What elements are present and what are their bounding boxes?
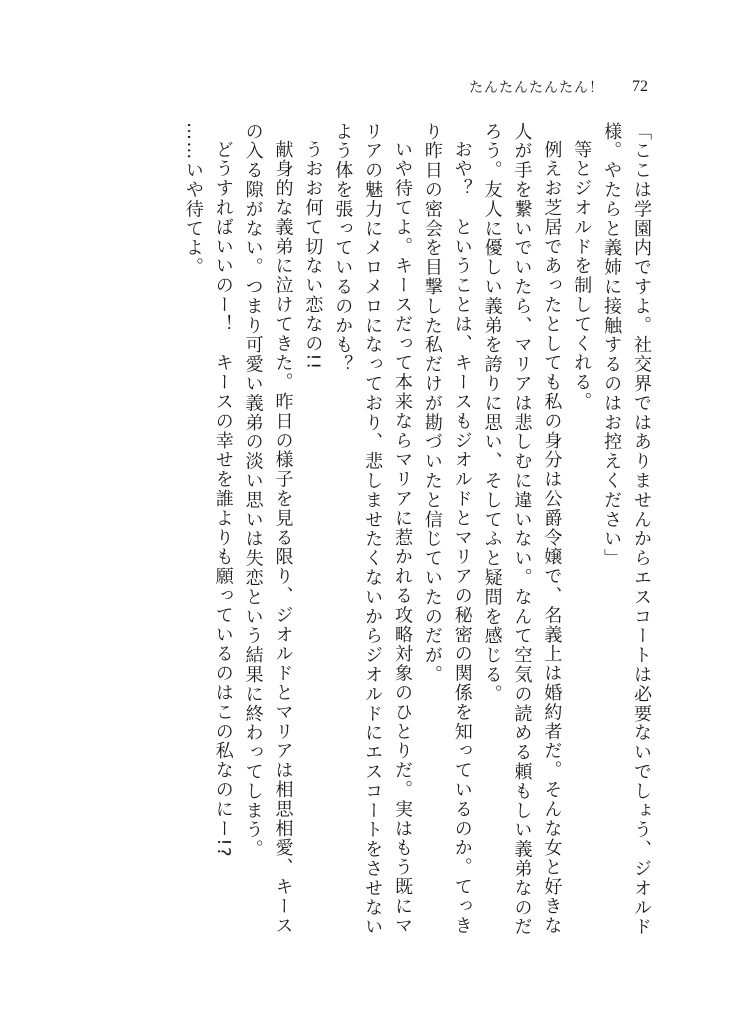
- paragraph: おや？ ということは、キースもジオルドとマリアの秘密の関係を知っているのか。てっきり昨日の密会を目撃した私だけが勘づいたと信じていたのだが。: [421, 122, 473, 936]
- book-title: たんたんたんたん！: [469, 80, 604, 96]
- paragraph-dialogue: 「ここは学園内ですよ。社交界ではありませんからエスコートは必要ないでしょう、ジオルド様。やたらと義姉に接触するのはお控えください」: [601, 122, 652, 937]
- running-header: [469, 76, 648, 98]
- vertical-text-body: [182, 122, 656, 952]
- paragraph: 等とジオルドを制してくれる。: [571, 140, 593, 412]
- paragraph: ……いや待てよ。: [182, 122, 204, 278]
- paragraph: 献身的な義弟に泣けてきた。昨日の様子を見る限り、ジオルドとマリアは相思相愛、キースの入る隙がない。つまり可愛い義弟の淡い思いは失恋という結果に終わってしまう。: [242, 122, 294, 936]
- paragraph: どうすればいいのー！ キースの幸せを誰よりも願っているのはこの私なのにー!?: [212, 140, 234, 858]
- paragraph: うおお何て切ない恋なの!!: [302, 140, 324, 371]
- paragraph: いや待てよ。キースだって本来ならマリアに惹かれる攻略対象のひとりだ。実はもう既にマリアの魅力にメロメロになっており、悲しませたくないからジオルドにエスコートをさせないよう体を張っているのかも？: [332, 122, 413, 937]
- page-number: 72: [632, 78, 648, 95]
- paragraph: 例えお芝居であったとしても私の身分は公爵令嬢で、名義上は婚約者だ。そんな女と好きな人が手を繋いでいたら、マリアは悲しむに違いない。なんて空気の読める頼もしい義弟なのだろう。友人に優しい義弟を誇りに思い、そしてふと疑問を感じる。: [481, 122, 563, 937]
